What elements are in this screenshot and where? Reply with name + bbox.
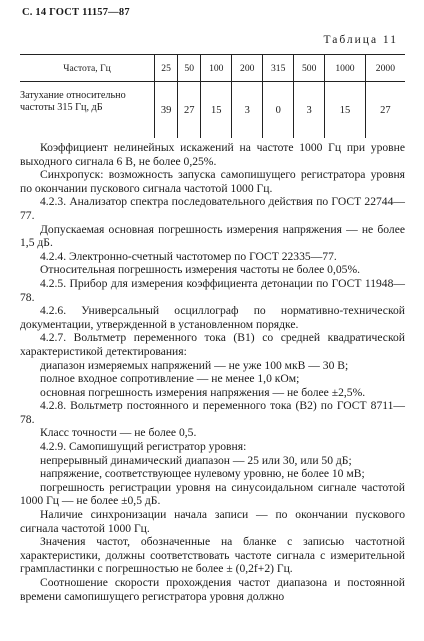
paragraph: 4.2.7. Вольтметр переменного тока (В1) со средней квадратической характеристикой детектирования: [20,331,405,358]
paragraph: основная погрешность измерения напряжения — не более ±2,5%. [40,385,366,399]
column-header: 25 [155,55,178,82]
paragraph: Относительная погрешность измерения частоты не более 0,05%. [40,263,360,277]
table-title: Таблица 11 [323,34,398,46]
paragraph: 4.2.6. Универсальный осциллограф по нормативно-технической документации, утвержденной в установленном порядке. [20,304,405,331]
table-cell: 0 [263,82,294,139]
paragraph: напряжение, соответствующее нулевому уровню, не более 10 мВ; [40,467,365,481]
paragraph: Допускаемая основная погрешность измерения напряжения — не более 1,5 дБ. [20,222,405,250]
table-cell: 27 [178,82,201,139]
paragraph: 4.2.9. Самопишущий регистратор уровня: [40,440,247,454]
column-header: 100 [201,55,232,82]
paragraph: Наличие синхронизации начала записи — по окончании пускового сигнала частотой 1000 Гц. [20,508,405,535]
paragraph: непрерывный динамический диапазон — 25 или 30, или 50 дБ; [40,453,352,467]
table-header-row [20,55,405,82]
paragraph: Класс точности — не более 0,5. [40,426,197,440]
paragraph: Значения частот, обозначенные на бланке с записью частотной характеристики, должны соответствовать частоте сигнала с измерительной грампластинки с погрешностью не более ± (0,2f+2) Гц. [20,535,405,576]
column-header: 1000 [325,55,366,82]
table-cell: 39 [155,82,178,139]
paragraph: 4.2.3. Анализатор спектра последовательного действия по ГОСТ 22744—77. [20,195,405,222]
paragraph: Синхропуск: возможность запуска самопишущего регистратора уровня по окончании пускового сигнала частотой 1000 Гц. [20,168,405,195]
body-text [20,141,405,603]
table-cell: 3 [294,82,325,139]
table-cell: 3 [232,82,263,139]
page-header: С. 14 ГОСТ 11157—87 [22,7,130,18]
table-cell: 15 [325,82,366,139]
row-label: Затухание относительно частоты 315 Гц, дБ [20,90,126,113]
column-header: 315 [263,55,294,82]
paragraph: погрешность регистрации уровня на синусоидальном сигнале частотой 1000 Гц — не более ±0,5 дБ. [20,480,405,508]
column-header: 2000 [365,55,405,82]
paragraph: Коэффициент нелинейных искажений на частоте 1000 Гц при уровне выходного сигнала 6 В, не более 0,25%. [20,141,405,168]
column-header: 200 [232,55,263,82]
paragraph: 4.2.4. Электронно-счетный частотомер по ГОСТ 22335—77. [40,249,337,263]
column-header: 500 [294,55,325,82]
paragraph: 4.2.8. Вольтметр постоянного и переменного тока (В2) по ГОСТ 8711—78. [20,399,405,426]
paragraph: Соотношение скорости прохождения частот диапазона и постоянной времени самопишущего регистратора уровня должно [20,576,405,603]
table-cell: 27 [365,82,405,139]
column-header: Частота, Гц [20,55,155,82]
paragraph: 4.2.5. Прибор для измерения коэффициента детонации по ГОСТ 11948—78. [20,276,405,304]
paragraph: диапазон измеряемых напряжений — не уже 100 мкВ — 30 В; [40,358,349,372]
attenuation-table [20,54,405,138]
column-header: 50 [178,55,201,82]
table-cell: 15 [201,82,232,139]
table-row [20,82,405,139]
paragraph: полное входное сопротивление — не менее 1,0 кОм; [40,372,300,386]
